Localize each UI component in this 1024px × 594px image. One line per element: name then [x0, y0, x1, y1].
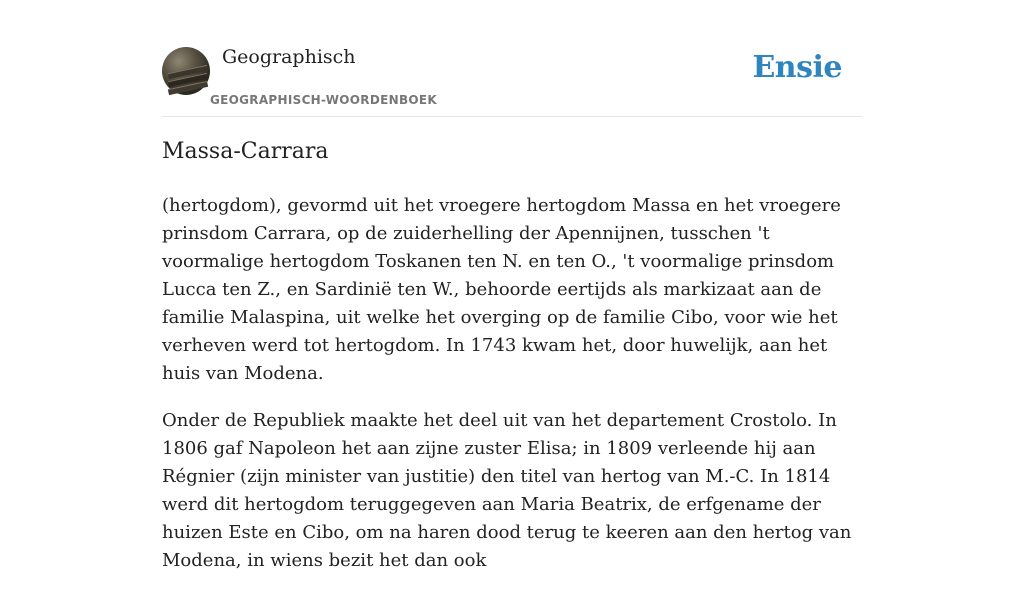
source-subtitle[interactable]: GEOGRAPHISCH-WOORDENBOEK: [210, 93, 437, 107]
article-paragraph: (hertogdom), gevormd uit het vroegere hertogdom Massa en het vroegere prinsdom Carrara, op de zuiderhelling der Apennijnen, tusschen 't voormalige hertogdom Toskanen ten N. en ten O., 't voormalige prinsdom Lucca ten Z., en Sardinië ten W., behoorde eertijds als markizaat aan de familie Malaspina, uit welke het overging op de familie Cibo, voor wie het verheven werd tot hertogdom. In 1743 kwam het, door huwelijk, aan het huis van Modena.: [162, 195, 841, 384]
article-paragraph: Onder de Republiek maakte het deel uit van het departement Crostolo. In 1806 gaf Napoleon het aan zijne zuster Elisa; in 1809 verleende hij aan Régnier (zijn minister van justitie) den titel van hertog van M.-C. In 1814 werd dit hertogdom teruggegeven aan Maria Beatrix, de erfgename der huizen Este en Cibo, om na haren dood terug te keeren aan den hertog van Modena, in wiens bezit het dan ook: [162, 410, 852, 571]
avatar[interactable]: [162, 47, 210, 95]
brand-logo-link[interactable]: Ensie: [752, 50, 842, 85]
source-name[interactable]: Geographisch: [222, 46, 356, 68]
page-title: Massa-Carrara: [162, 139, 329, 164]
article-body: [162, 192, 862, 594]
site-header: [162, 0, 862, 117]
